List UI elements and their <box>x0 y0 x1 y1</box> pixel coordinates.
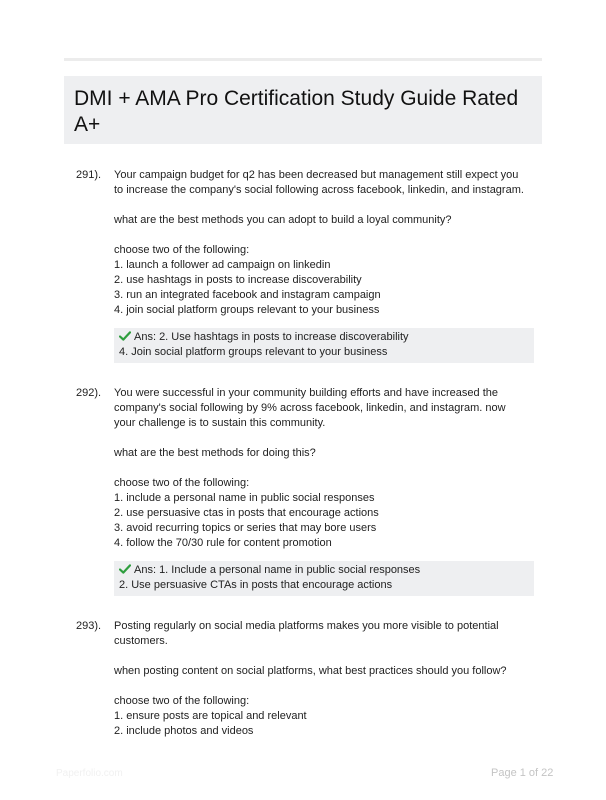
option-item: 2. use hashtags in posts to increase discoverability <box>114 274 362 286</box>
question-text: Posting regularly on social media platforms makes you more visible to potential customers. <box>114 620 499 647</box>
page-indicator: Page 1 of 22 <box>491 767 554 779</box>
question-text: Your campaign budget for q2 has been decreased but management still expect you to increase the company's social following across facebook, linkedin, and instagram. <box>114 169 524 196</box>
answer-box <box>114 328 534 363</box>
document-title: DMI + AMA Pro Certification Study Guide Rated A+ <box>74 87 519 136</box>
footer-watermark: Paperfolio.com <box>56 768 123 779</box>
question-text: You were successful in your community building efforts and have increased the company's social following by 9% across facebook, linkedin, and instagram. now your challenge is to sustain this community. <box>114 387 506 429</box>
question-prompt: what are the best methods you can adopt to build a loyal community? <box>114 214 452 226</box>
answer-line: 4. Join social platform groups relevant to your business <box>119 346 388 358</box>
answer-box <box>114 561 534 596</box>
title-banner <box>64 76 542 144</box>
answer-line: 2. Use persuasive CTAs in posts that encourage actions <box>119 579 393 591</box>
options-list <box>114 243 529 318</box>
check-icon <box>119 331 131 341</box>
option-item: 2. use persuasive ctas in posts that encourage actions <box>114 507 379 519</box>
option-item: 2. include photos and videos <box>114 725 254 737</box>
question-number: 293). <box>76 620 102 632</box>
option-item: 3. run an integrated facebook and instagram campaign <box>114 289 381 301</box>
option-item: 1. ensure posts are topical and relevant <box>114 710 307 722</box>
options-intro: choose two of the following: <box>114 244 250 256</box>
top-divider <box>64 58 542 61</box>
option-item: 1. include a personal name in public social responses <box>114 492 375 504</box>
options-list <box>114 694 529 739</box>
question-body <box>114 386 529 551</box>
option-item: 4. join social platform groups relevant to your business <box>114 304 380 316</box>
question-body <box>114 619 529 739</box>
options-list <box>114 476 529 551</box>
option-item: 1. launch a follower ad campaign on linkedin <box>114 259 331 271</box>
options-intro: choose two of the following: <box>114 695 250 707</box>
question-prompt: what are the best methods for doing this? <box>114 447 316 459</box>
option-item: 4. follow the 70/30 rule for content promotion <box>114 537 332 549</box>
answer-line: Ans: 2. Use hashtags in posts to increase discoverability <box>134 331 409 343</box>
answer-line: Ans: 1. Include a personal name in public social responses <box>134 564 421 576</box>
question-prompt: when posting content on social platforms, what best practices should you follow? <box>114 665 507 677</box>
check-icon <box>119 564 131 574</box>
question-number: 292). <box>76 387 102 399</box>
question-body <box>114 168 529 318</box>
options-intro: choose two of the following: <box>114 477 250 489</box>
option-item: 3. avoid recurring topics or series that may bore users <box>114 522 377 534</box>
question-number: 291). <box>76 169 102 181</box>
